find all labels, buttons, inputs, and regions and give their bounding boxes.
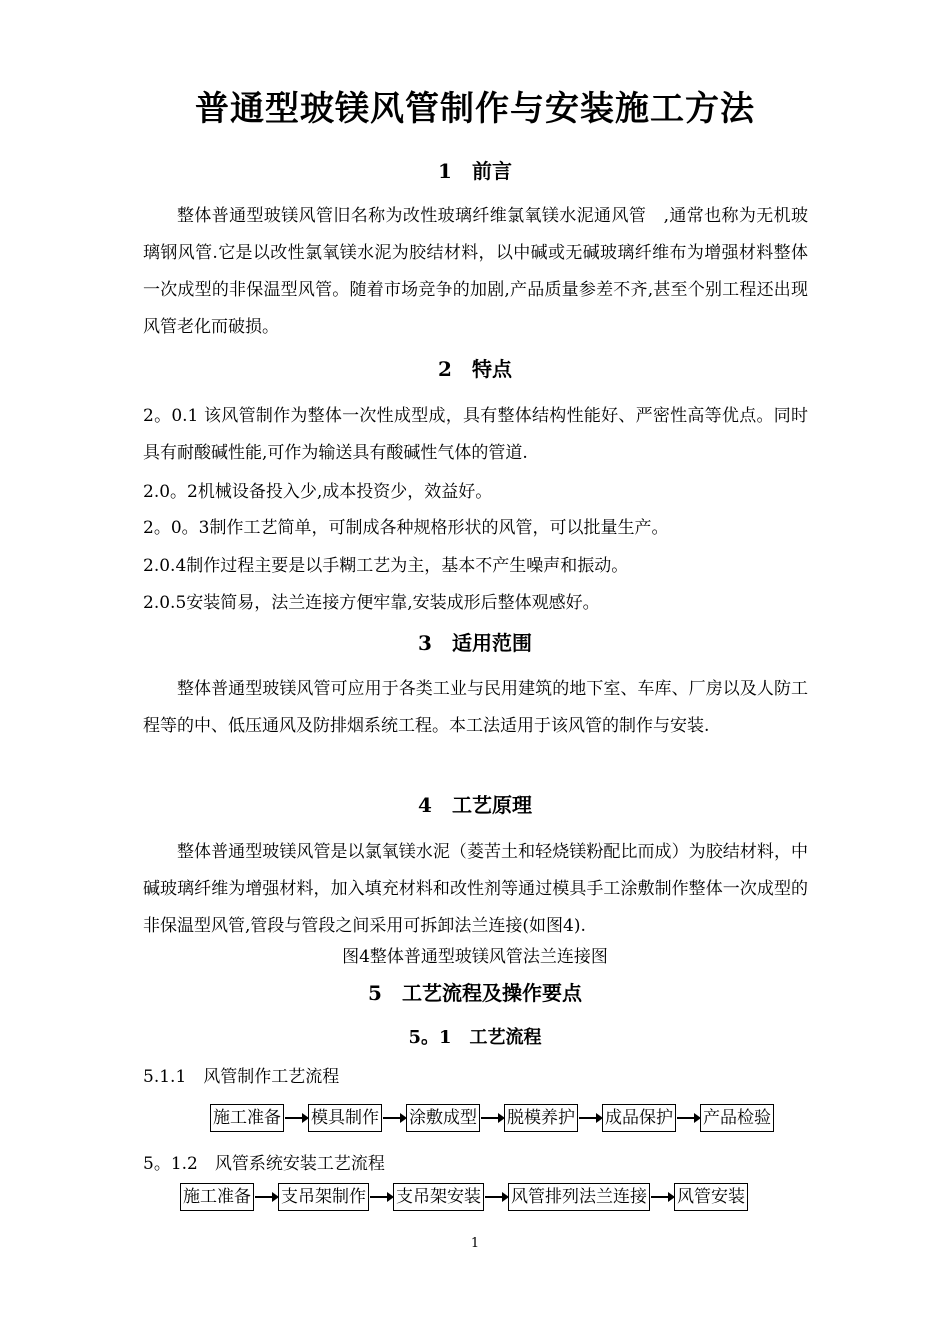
page-number: 1 xyxy=(470,1236,480,1251)
flow-arrow-icon xyxy=(579,1117,601,1119)
document-title: 普通型玻镁风管制作与安装施工方法 xyxy=(195,89,755,129)
flow-arrow-icon xyxy=(370,1196,392,1198)
flow-2-step-5: 风管安装 xyxy=(674,1183,748,1211)
section-4-paragraph: 整体普通型玻镁风管是以氯氧镁水泥（菱苦土和轻烧镁粉配比而成）为胶结材料，中碱玻璃纤维为增强材料，加入填充材料和改性剂等通过模具手工涂敷制作整体一次成型的非保温型风管,管段与管段之间采用可拆卸法兰连接(如图4). xyxy=(143,842,808,936)
flow-2-label: 5。1.2 风管系统安装工艺流程 xyxy=(143,1154,385,1174)
section-4-heading: 4 工艺原理 xyxy=(418,793,532,817)
flow-arrow-icon xyxy=(383,1117,405,1119)
flow-arrow-icon xyxy=(285,1117,307,1119)
flow-2-step-3: 支吊架安装 xyxy=(393,1183,484,1211)
section-1-paragraph: 整体普通型玻镁风管旧名称为改性玻璃纤维氯氧镁水泥通风管 ,通常也称为无机玻璃钢风管.它是以改性氯氧镁水泥为胶结材料，以中碱或无碱玻璃纤维布为增强材料整体一次成型的非保温型风管。随着市场竞争的加剧,产品质量参差不齐,甚至个别工程还出现风管老化而破损。 xyxy=(143,206,808,337)
section-2-item-3: 2。0。3制作工艺简单，可制成各种规格形状的风管，可以批量生产。 xyxy=(143,518,669,538)
section-3-paragraph: 整体普通型玻镁风管可应用于各类工业与民用建筑的地下室、车库、厂房以及人防工程等的中、低压通风及防排烟系统工程。本工法适用于该风管的制作与安装. xyxy=(143,679,808,736)
flow-1-label: 5.1.1 风管制作工艺流程 xyxy=(143,1067,340,1087)
section-5-heading: 5 工艺流程及操作要点 xyxy=(368,981,582,1005)
flow-1-step-3: 涂敷成型 xyxy=(406,1104,480,1132)
flow-1-diagram xyxy=(210,1104,774,1132)
section-2-item-5: 2.0.5安装简易，法兰连接方便牢靠,安装成形后整体观感好。 xyxy=(143,593,600,613)
flow-1-step-2: 模具制作 xyxy=(308,1104,382,1132)
flow-1-step-6: 产品检验 xyxy=(700,1104,774,1132)
section-1-heading: 1 前言 xyxy=(438,159,512,183)
flow-1-step-1: 施工准备 xyxy=(210,1104,284,1132)
flow-arrow-icon xyxy=(677,1117,699,1119)
section-2-item-4: 2.0.4制作过程主要是以手糊工艺为主，基本不产生噪声和振动。 xyxy=(143,556,629,576)
flow-arrow-icon xyxy=(255,1196,277,1198)
flow-arrow-icon xyxy=(481,1117,503,1119)
flow-arrow-icon xyxy=(651,1196,673,1198)
flow-1-step-5: 成品保护 xyxy=(602,1104,676,1132)
flow-2-step-4: 风管排列法兰连接 xyxy=(508,1183,650,1211)
flow-arrow-icon xyxy=(485,1196,507,1198)
figure-4-caption: 图4整体普通型玻镁风管法兰连接图 xyxy=(342,947,608,967)
section-5-1-heading: 5。1 工艺流程 xyxy=(408,1027,542,1048)
flow-1-step-4: 脱模养护 xyxy=(504,1104,578,1132)
section-2-item-2: 2.0。2机械设备投入少,成本投资少，效益好。 xyxy=(143,482,493,502)
flow-2-step-2: 支吊架制作 xyxy=(278,1183,369,1211)
flow-2-diagram xyxy=(180,1183,748,1211)
section-3-heading: 3 适用范围 xyxy=(418,631,532,655)
flow-2-step-1: 施工准备 xyxy=(180,1183,254,1211)
section-2-heading: 2 特点 xyxy=(438,357,512,381)
section-2-item-1: 2。0.1 该风管制作为整体一次性成型成，具有整体结构性能好、严密性高等优点。同时具有耐酸碱性能,可作为输送具有酸碱性气体的管道. xyxy=(143,406,808,463)
